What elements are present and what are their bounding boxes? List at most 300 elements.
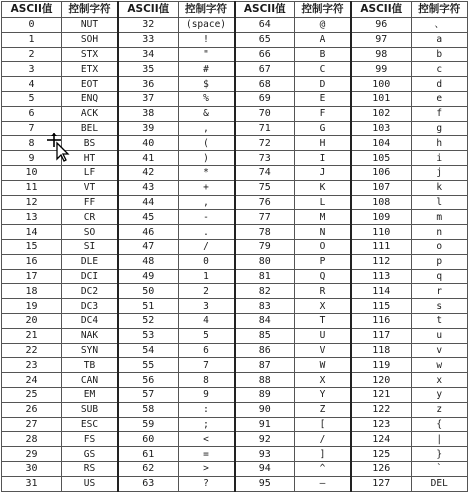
ascii-value-cell: 36 [118,77,178,92]
ascii-value-cell: 52 [118,313,178,328]
table-row [2,328,468,343]
control-char-cell: ENQ [62,91,119,106]
ascii-value-cell: 15 [2,239,62,254]
table-row [2,417,468,432]
ascii-value-cell: 56 [118,373,178,388]
ascii-value-cell: 95 [235,476,295,491]
control-char-cell: 8 [178,373,235,388]
table-row [2,121,468,136]
header-control-char: 控制字符 [295,2,352,18]
ascii-value-cell: 116 [351,313,411,328]
ascii-value-cell: 68 [235,77,295,92]
control-char-cell: & [178,106,235,121]
control-char-cell: k [411,180,468,195]
ascii-value-cell: 101 [351,91,411,106]
ascii-value-cell: 81 [235,269,295,284]
control-char-cell: b [411,47,468,62]
ascii-value-cell: 75 [235,180,295,195]
control-char-cell: T [295,313,352,328]
ascii-value-cell: 14 [2,225,62,240]
control-char-cell: p [411,254,468,269]
ascii-value-cell: 125 [351,447,411,462]
control-char-cell: X [295,373,352,388]
control-char-cell: l [411,195,468,210]
table-row [2,284,468,299]
control-char-cell: y [411,387,468,402]
ascii-value-cell: 4 [2,77,62,92]
ascii-value-cell: 107 [351,180,411,195]
ascii-value-cell: 51 [118,299,178,314]
control-char-cell: E [295,91,352,106]
ascii-value-cell: 112 [351,254,411,269]
ascii-value-cell: 113 [351,269,411,284]
control-char-cell: C [295,62,352,77]
ascii-value-cell: 114 [351,284,411,299]
table-row [2,432,468,447]
control-char-cell: ? [178,476,235,491]
ascii-value-cell: 6 [2,106,62,121]
table-row [2,195,468,210]
control-char-cell: 2 [178,284,235,299]
ascii-value-cell: 119 [351,358,411,373]
control-char-cell: W [295,358,352,373]
control-char-cell: B [295,47,352,62]
ascii-value-cell: 62 [118,461,178,476]
ascii-value-cell: 64 [235,18,295,33]
header-ascii-value: ASCII值 [351,2,411,18]
control-char-cell: VT [62,180,119,195]
control-char-cell: US [62,476,119,491]
control-char-cell: a [411,32,468,47]
control-char-cell: d [411,77,468,92]
control-char-cell: ETX [62,62,119,77]
table-row [2,91,468,106]
table-row [2,210,468,225]
control-char-cell: n [411,225,468,240]
control-char-cell: NUT [62,18,119,33]
control-char-cell: K [295,180,352,195]
ascii-value-cell: 67 [235,62,295,77]
control-char-cell: / [295,432,352,447]
ascii-value-cell: 63 [118,476,178,491]
control-char-cell: ; [178,417,235,432]
control-char-cell: + [178,180,235,195]
control-char-cell: - [178,210,235,225]
ascii-value-cell: 122 [351,402,411,417]
control-char-cell: < [178,432,235,447]
ascii-value-cell: 71 [235,121,295,136]
ascii-value-cell: 9 [2,151,62,166]
control-char-cell: N [295,225,352,240]
table-row [2,387,468,402]
control-char-cell: DC4 [62,313,119,328]
control-char-cell: ) [178,151,235,166]
control-char-cell: BS [62,136,119,151]
ascii-value-cell: 45 [118,210,178,225]
control-char-cell: CR [62,210,119,225]
ascii-value-cell: 120 [351,373,411,388]
ascii-value-cell: 72 [235,136,295,151]
ascii-value-cell: 77 [235,210,295,225]
control-char-cell: FS [62,432,119,447]
ascii-value-cell: 97 [351,32,411,47]
control-char-cell: g [411,121,468,136]
control-char-cell: ESC [62,417,119,432]
ascii-value-cell: 78 [235,225,295,240]
header-ascii-value: ASCII值 [235,2,295,18]
ascii-value-cell: 21 [2,328,62,343]
table-row [2,225,468,240]
table-row [2,299,468,314]
ascii-value-cell: 18 [2,284,62,299]
ascii-value-cell: 76 [235,195,295,210]
ascii-value-cell: 39 [118,121,178,136]
ascii-value-cell: 106 [351,165,411,180]
control-char-cell: { [411,417,468,432]
ascii-value-cell: 17 [2,269,62,284]
table-row [2,62,468,77]
control-char-cell: ] [295,447,352,462]
table-row [2,313,468,328]
ascii-value-cell: 50 [118,284,178,299]
ascii-table [1,1,468,492]
control-char-cell: * [178,165,235,180]
control-char-cell: SOH [62,32,119,47]
control-char-cell: ACK [62,106,119,121]
control-char-cell: f [411,106,468,121]
ascii-value-cell: 59 [118,417,178,432]
control-char-cell: J [295,165,352,180]
ascii-value-cell: 37 [118,91,178,106]
control-char-cell: q [411,269,468,284]
table-row [2,136,468,151]
table-row [2,151,468,166]
ascii-value-cell: 92 [235,432,295,447]
control-char-cell: DLE [62,254,119,269]
ascii-value-cell: 118 [351,343,411,358]
ascii-value-cell: 102 [351,106,411,121]
header-control-char: 控制字符 [62,2,119,18]
ascii-value-cell: 115 [351,299,411,314]
control-char-cell: % [178,91,235,106]
ascii-value-cell: 105 [351,151,411,166]
ascii-value-cell: 38 [118,106,178,121]
control-char-cell: A [295,32,352,47]
control-char-cell: e [411,91,468,106]
control-char-cell: Z [295,402,352,417]
ascii-value-cell: 66 [235,47,295,62]
control-char-cell: $ [178,77,235,92]
table-row [2,373,468,388]
control-char-cell: w [411,358,468,373]
control-char-cell: O [295,239,352,254]
control-char-cell: L [295,195,352,210]
table-row [2,402,468,417]
control-char-cell: i [411,151,468,166]
control-char-cell: SUB [62,402,119,417]
ascii-value-cell: 2 [2,47,62,62]
control-char-cell: EM [62,387,119,402]
ascii-value-cell: 54 [118,343,178,358]
control-char-cell: DCI [62,269,119,284]
control-char-cell: t [411,313,468,328]
table-row [2,476,468,491]
control-char-cell: 7 [178,358,235,373]
ascii-value-cell: 73 [235,151,295,166]
control-char-cell: Y [295,387,352,402]
ascii-value-cell: 41 [118,151,178,166]
table-row [2,77,468,92]
control-char-cell: DEL [411,476,468,491]
control-char-cell: — [295,476,352,491]
control-char-cell: FF [62,195,119,210]
control-char-cell: I [295,151,352,166]
ascii-value-cell: 117 [351,328,411,343]
ascii-value-cell: 44 [118,195,178,210]
ascii-value-cell: 49 [118,269,178,284]
control-char-cell: CAN [62,373,119,388]
ascii-value-cell: 86 [235,343,295,358]
ascii-value-cell: 8 [2,136,62,151]
ascii-value-cell: 48 [118,254,178,269]
control-char-cell: . [178,225,235,240]
control-char-cell: ` [411,461,468,476]
ascii-value-cell: 7 [2,121,62,136]
table-row [2,461,468,476]
ascii-value-cell: 30 [2,461,62,476]
ascii-value-cell: 84 [235,313,295,328]
ascii-value-cell: 23 [2,358,62,373]
control-char-cell: 3 [178,299,235,314]
ascii-value-cell: 13 [2,210,62,225]
table-row [2,180,468,195]
control-char-cell: STX [62,47,119,62]
control-char-cell: Q [295,269,352,284]
ascii-value-cell: 25 [2,387,62,402]
control-char-cell: , [178,121,235,136]
ascii-value-cell: 60 [118,432,178,447]
control-char-cell: 0 [178,254,235,269]
table-header-row [2,2,468,18]
ascii-value-cell: 40 [118,136,178,151]
control-char-cell: } [411,447,468,462]
control-char-cell: BEL [62,121,119,136]
header-ascii-value: ASCII值 [118,2,178,18]
ascii-value-cell: 108 [351,195,411,210]
ascii-value-cell: 5 [2,91,62,106]
control-char-cell: / [178,239,235,254]
ascii-value-cell: 33 [118,32,178,47]
ascii-value-cell: 47 [118,239,178,254]
table-row [2,269,468,284]
ascii-value-cell: 104 [351,136,411,151]
control-char-cell: u [411,328,468,343]
ascii-value-cell: 32 [118,18,178,33]
ascii-value-cell: 27 [2,417,62,432]
ascii-value-cell: 80 [235,254,295,269]
control-char-cell: X [295,299,352,314]
header-control-char: 控制字符 [411,2,468,18]
ascii-value-cell: 87 [235,358,295,373]
control-char-cell: h [411,136,468,151]
ascii-value-cell: 99 [351,62,411,77]
control-char-cell: 6 [178,343,235,358]
ascii-value-cell: 74 [235,165,295,180]
control-char-cell: RS [62,461,119,476]
control-char-cell: DC3 [62,299,119,314]
control-char-cell: @ [295,18,352,33]
table-row [2,343,468,358]
control-char-cell: ! [178,32,235,47]
control-char-cell: 1 [178,269,235,284]
ascii-value-cell: 0 [2,18,62,33]
table-row [2,239,468,254]
ascii-value-cell: 28 [2,432,62,447]
control-char-cell: D [295,77,352,92]
ascii-value-cell: 85 [235,328,295,343]
control-char-cell: s [411,299,468,314]
ascii-value-cell: 35 [118,62,178,77]
control-char-cell: j [411,165,468,180]
control-char-cell: : [178,402,235,417]
table-row [2,18,468,33]
control-char-cell: | [411,432,468,447]
ascii-value-cell: 16 [2,254,62,269]
ascii-value-cell: 55 [118,358,178,373]
control-char-cell: [ [295,417,352,432]
control-char-cell: x [411,373,468,388]
ascii-value-cell: 83 [235,299,295,314]
ascii-value-cell: 61 [118,447,178,462]
control-char-cell: HT [62,151,119,166]
ascii-value-cell: 126 [351,461,411,476]
control-char-cell: SO [62,225,119,240]
control-char-cell: G [295,121,352,136]
control-char-cell: GS [62,447,119,462]
ascii-value-cell: 124 [351,432,411,447]
ascii-value-cell: 34 [118,47,178,62]
ascii-value-cell: 121 [351,387,411,402]
control-char-cell: SI [62,239,119,254]
ascii-table-container [1,1,467,490]
ascii-value-cell: 91 [235,417,295,432]
control-char-cell: r [411,284,468,299]
ascii-value-cell: 89 [235,387,295,402]
control-char-cell: # [178,62,235,77]
ascii-value-cell: 65 [235,32,295,47]
ascii-value-cell: 110 [351,225,411,240]
ascii-value-cell: 103 [351,121,411,136]
control-char-cell: " [178,47,235,62]
control-char-cell: > [178,461,235,476]
ascii-value-cell: 31 [2,476,62,491]
control-char-cell: 5 [178,328,235,343]
table-row [2,358,468,373]
ascii-value-cell: 1 [2,32,62,47]
control-char-cell: R [295,284,352,299]
ascii-value-cell: 42 [118,165,178,180]
table-row [2,106,468,121]
control-char-cell: F [295,106,352,121]
ascii-value-cell: 58 [118,402,178,417]
control-char-cell: H [295,136,352,151]
ascii-value-cell: 94 [235,461,295,476]
control-char-cell: , [178,195,235,210]
ascii-value-cell: 19 [2,299,62,314]
ascii-value-cell: 127 [351,476,411,491]
control-char-cell: (space) [178,18,235,33]
control-char-cell: DC2 [62,284,119,299]
control-char-cell: v [411,343,468,358]
control-char-cell: 4 [178,313,235,328]
ascii-value-cell: 69 [235,91,295,106]
control-char-cell: m [411,210,468,225]
table-row [2,447,468,462]
control-char-cell: SYN [62,343,119,358]
ascii-value-cell: 24 [2,373,62,388]
control-char-cell: LF [62,165,119,180]
control-char-cell: P [295,254,352,269]
control-char-cell: z [411,402,468,417]
table-row [2,32,468,47]
table-row [2,47,468,62]
control-char-cell: EOT [62,77,119,92]
control-char-cell: 9 [178,387,235,402]
ascii-value-cell: 93 [235,447,295,462]
ascii-value-cell: 11 [2,180,62,195]
header-control-char: 控制字符 [178,2,235,18]
ascii-value-cell: 46 [118,225,178,240]
ascii-value-cell: 20 [2,313,62,328]
table-row [2,165,468,180]
ascii-value-cell: 109 [351,210,411,225]
ascii-value-cell: 57 [118,387,178,402]
control-char-cell: TB [62,358,119,373]
ascii-value-cell: 53 [118,328,178,343]
control-char-cell: ^ [295,461,352,476]
ascii-value-cell: 88 [235,373,295,388]
ascii-value-cell: 98 [351,47,411,62]
control-char-cell: NAK [62,328,119,343]
ascii-value-cell: 123 [351,417,411,432]
control-char-cell: c [411,62,468,77]
ascii-value-cell: 70 [235,106,295,121]
ascii-value-cell: 100 [351,77,411,92]
control-char-cell: ( [178,136,235,151]
control-char-cell: o [411,239,468,254]
ascii-value-cell: 12 [2,195,62,210]
ascii-value-cell: 96 [351,18,411,33]
ascii-value-cell: 22 [2,343,62,358]
ascii-value-cell: 79 [235,239,295,254]
ascii-value-cell: 111 [351,239,411,254]
ascii-value-cell: 82 [235,284,295,299]
ascii-value-cell: 10 [2,165,62,180]
table-row [2,254,468,269]
table-body [2,18,468,492]
ascii-value-cell: 43 [118,180,178,195]
control-char-cell: V [295,343,352,358]
ascii-value-cell: 26 [2,402,62,417]
control-char-cell: M [295,210,352,225]
control-char-cell: = [178,447,235,462]
ascii-value-cell: 29 [2,447,62,462]
header-ascii-value: ASCII值 [2,2,62,18]
control-char-cell: U [295,328,352,343]
ascii-value-cell: 90 [235,402,295,417]
ascii-value-cell: 3 [2,62,62,77]
control-char-cell: 、 [411,18,468,33]
